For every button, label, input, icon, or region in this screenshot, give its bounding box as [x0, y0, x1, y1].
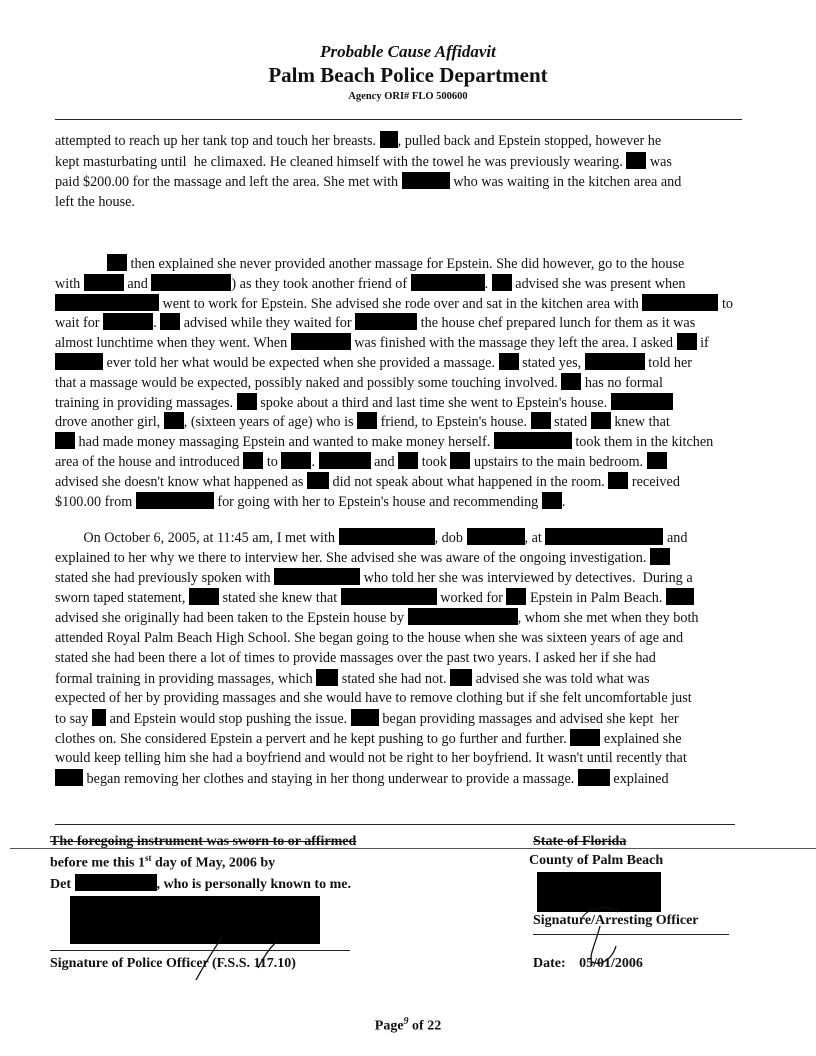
p2-line [55, 333, 709, 352]
redaction [357, 412, 377, 429]
redaction [281, 452, 311, 469]
signature-date [533, 956, 643, 972]
redaction [55, 769, 83, 786]
footer-rule [55, 824, 735, 825]
p2-line [55, 472, 680, 491]
redaction [450, 669, 472, 686]
body-text-segment: began providing massages and advised she kept her [378, 710, 679, 727]
p2-line [55, 492, 565, 511]
body-text-segment: upstairs to the main bedroom. [470, 454, 647, 470]
p3-line [55, 729, 682, 748]
date-value: 05/01/2006 [579, 956, 643, 971]
body-text-segment: was [646, 153, 672, 170]
body-text-segment: explained she [600, 731, 682, 747]
redaction [164, 412, 184, 429]
redaction [380, 131, 398, 148]
body-text-segment: went to work for Epstein. She advised she rode over and sat in the kitchen area with [159, 295, 643, 312]
redaction [608, 472, 628, 489]
p3-line [55, 568, 693, 587]
redaction [570, 729, 600, 746]
date-label: Date: [533, 956, 566, 971]
redaction [237, 393, 257, 410]
sworn-date-rest: day of May, 2006 by [151, 855, 276, 871]
body-text-segment: began removing her clothes and staying in her thong underwear to provide a massage. [83, 771, 578, 788]
redaction [319, 452, 371, 469]
redaction [189, 588, 219, 605]
p1-line [55, 193, 135, 212]
body-text-segment: kept masturbating until he climaxed. He cleaned himself with the towel he was previously wearing. [55, 153, 627, 170]
body-text-segment: received [628, 473, 680, 490]
p3-line [55, 769, 669, 788]
body-text-segment: would keep telling him she had a boyfriend and would not be right to her boyfriend. It wasn't until recently that [55, 750, 687, 767]
redaction [92, 709, 106, 726]
body-text-segment: was finished with the massage they left the area. I asked [350, 335, 677, 352]
body-text-segment: advised she was told what was [472, 670, 650, 687]
body-text-segment: ever told her what would be expected when she provided a massage. [103, 355, 499, 371]
p1-line [55, 152, 672, 171]
redaction [55, 294, 159, 311]
redaction [341, 588, 437, 605]
body-text-segment: , dob [434, 530, 467, 546]
redaction [626, 152, 646, 169]
body-text-segment: stated yes, [518, 355, 585, 371]
county-label: County of Palm Beach [529, 853, 664, 868]
body-text-segment: had made money massaging Epstein and wanted to make money herself. [75, 434, 494, 451]
p2-line [55, 294, 733, 313]
body-text-segment: $100.00 from [55, 493, 136, 510]
redaction [339, 528, 435, 545]
redaction [243, 452, 263, 469]
page-total: of 22 [412, 1018, 442, 1034]
body-text-segment: advised while they waited for [180, 315, 356, 332]
body-text-segment: and [123, 275, 152, 292]
body-text-segment: has no formal [581, 374, 663, 391]
sworn-statement-line2 [50, 853, 275, 872]
redaction [561, 373, 581, 390]
p2-line [55, 412, 670, 431]
p3-line [55, 749, 687, 768]
body-text-segment: stated she had previously spoken with [55, 570, 275, 587]
redaction [84, 274, 124, 291]
body-text-segment: stated [550, 414, 591, 431]
body-text-segment: . [311, 454, 319, 470]
p3-line [55, 629, 683, 648]
p2-line [55, 353, 692, 372]
police-signature-caption: Signature of Police Officer (F.S.S. 117.10) [50, 956, 296, 971]
body-text-segment: to say [55, 710, 93, 727]
redaction [591, 412, 611, 429]
body-text-segment: explained to her why we there to interview her. She advised she was aware of the ongoing investigation. [55, 550, 650, 567]
body-text-segment: who told her she was interviewed by detectives. During a [360, 570, 693, 587]
body-text-segment: sworn taped statement, [55, 590, 189, 607]
redaction [351, 709, 379, 726]
redaction [75, 874, 157, 891]
p3-line [55, 528, 687, 547]
redaction [642, 294, 718, 311]
sworn-statement-line1: The foregoing instrument was sworn to or affirmed [50, 834, 357, 849]
body-text-segment: left the house. [55, 193, 135, 210]
redaction [307, 472, 329, 489]
body-text-segment: . [484, 275, 492, 292]
document-title: Probable Cause Affidavit [320, 42, 496, 61]
p2-line [55, 274, 685, 293]
body-text-segment: did not speak about what happened in the room. [328, 473, 609, 490]
redaction [666, 588, 694, 605]
page-label: Page [374, 1018, 404, 1034]
body-text-segment: stated she had not. [338, 670, 451, 687]
body-text-segment: paid $200.00 for the massage and left the area. She met with [55, 174, 402, 190]
body-text-segment: and [663, 530, 688, 546]
redaction [402, 172, 450, 189]
body-text-segment: clothes on. She considered Epstein a pervert and he kept pushing to go further and further. [55, 731, 571, 747]
body-text-segment: attempted to reach up her tank top and touch her breasts. [55, 133, 380, 149]
p3-line [55, 669, 649, 688]
officer-signature-line [533, 934, 729, 935]
department-name: Palm Beach Police Department [268, 63, 548, 87]
sworn-date-suffix: st [145, 853, 152, 863]
body-text-segment: stated she had been there a lot of times to provide massages over the past two years. I asked her if she had [55, 649, 656, 666]
p2-line [55, 432, 713, 451]
redaction [450, 452, 470, 469]
body-text-segment: told her [644, 355, 693, 371]
redaction [411, 274, 485, 291]
p3-line [55, 608, 699, 627]
p1-line [55, 172, 681, 191]
redaction [677, 333, 697, 350]
redaction [647, 452, 667, 469]
body-text-segment: . [561, 493, 566, 510]
body-text-segment: worked for [436, 590, 507, 607]
body-text-segment: , (sixteen years of age) who is [183, 414, 358, 431]
body-text-segment: almost lunchtime when they went. When [55, 335, 291, 352]
redaction [650, 548, 670, 565]
redaction [274, 568, 360, 585]
body-text-segment: if [696, 335, 709, 352]
redaction [151, 274, 231, 291]
redaction [355, 313, 417, 330]
body-text-segment: to [718, 295, 734, 312]
redaction [578, 769, 610, 786]
p3-line [55, 548, 670, 567]
body-text-segment: advised she doesn't know what happened as [55, 473, 307, 490]
p2-line [55, 313, 695, 332]
body-text-segment: advised she originally had been taken to the Epstein house by [55, 610, 408, 627]
p3-line [55, 709, 679, 728]
agency-ori: Agency ORI# FLO 500600 [348, 91, 468, 102]
body-text-segment: and Epstein would stop pushing the issue. [106, 710, 351, 727]
body-text-segment: , pulled back and Epstein stopped, however he [397, 133, 662, 149]
header-rule [55, 119, 742, 120]
body-text-segment: stated she knew that [218, 590, 341, 607]
redaction [542, 492, 562, 509]
body-text-segment: to [263, 454, 282, 470]
body-text-segment: took [418, 454, 451, 470]
officer-signature-redaction-box [537, 872, 661, 912]
redaction [107, 254, 127, 271]
page-number [0, 1016, 816, 1035]
redaction [506, 588, 526, 605]
body-text-segment: knew that [610, 414, 670, 431]
body-text-segment: then explained she never provided another massage for Epstein. She did however, go to the house [127, 256, 685, 272]
sworn-statement-line3 [50, 874, 351, 893]
body-text-segment: Epstein in Palm Beach. [526, 590, 666, 607]
signature-redaction-box [70, 896, 320, 944]
p1-line [55, 131, 661, 150]
body-text-segment: attended Royal Palm Beach High School. She began going to the house when she was sixteen years of age and [55, 629, 684, 646]
body-text-segment: that a massage would be expected, possibly naked and possibly some touching involved. [55, 374, 562, 391]
redaction [585, 353, 645, 370]
redaction [611, 393, 673, 410]
body-text-segment: On October 6, 2005, at 11:45 am, I met with [55, 530, 339, 546]
body-text-segment: with [55, 275, 84, 292]
body-text-segment: for going with her to Epstein's house and recommending [213, 493, 542, 510]
p2-line [55, 373, 663, 392]
body-text-segment: , at [524, 530, 546, 546]
sworn-date-prefix: before me this 1 [50, 855, 145, 871]
state-label: State of Florida [533, 834, 627, 849]
known-to-me-text: , who is personally known to me. [156, 877, 351, 892]
redaction [103, 313, 153, 330]
redaction [291, 333, 351, 350]
redaction [499, 353, 519, 370]
body-text-segment: who was waiting in the kitchen area and [449, 174, 682, 190]
body-text-segment: advised she was present when [511, 275, 686, 292]
p2-line [55, 393, 673, 412]
body-text-segment: drove another girl, [55, 414, 164, 431]
redaction [545, 528, 663, 545]
body-text-segment: the house chef prepared lunch for them as it was [417, 315, 696, 332]
redaction [136, 492, 214, 509]
body-text-segment: and [370, 454, 399, 470]
body-text-segment: spoke about a third and last time she went to Epstein's house. [256, 394, 611, 411]
redaction [55, 432, 75, 449]
body-text-segment: area of the house and introduced [55, 454, 244, 470]
p2-line [107, 254, 684, 273]
body-text-segment: . [153, 315, 161, 332]
body-text-segment: ) as they took another friend of [231, 275, 411, 292]
redaction [160, 313, 180, 330]
redaction [531, 412, 551, 429]
p3-line [55, 689, 692, 708]
redaction [55, 353, 103, 370]
body-text-segment: took them in the kitchen [571, 434, 714, 451]
redaction [316, 669, 338, 686]
page-current-number: 9 [403, 1016, 409, 1027]
body-text-segment: , whom she met when they both [517, 610, 699, 627]
redaction [398, 452, 418, 469]
redaction [494, 432, 572, 449]
p3-line [55, 588, 694, 607]
arresting-officer-caption: Signature/Arresting Officer [533, 913, 699, 928]
body-text-segment: explained [609, 771, 669, 788]
redaction [492, 274, 512, 291]
p2-line [55, 452, 667, 471]
police-signature-line [50, 950, 350, 951]
body-text-segment: expected of her by providing massages and she would have to remove clothing but if she felt uncomfortable just [55, 689, 692, 706]
p3-line [55, 649, 656, 668]
body-text-segment: training in providing massages. [55, 394, 237, 411]
body-text-segment: formal training in providing massages, which [55, 670, 317, 687]
redaction [408, 608, 518, 625]
body-text-segment: wait for [55, 315, 104, 332]
redaction [467, 528, 525, 545]
det-label: Det [50, 877, 75, 892]
body-text-segment: friend, to Epstein's house. [377, 414, 531, 431]
